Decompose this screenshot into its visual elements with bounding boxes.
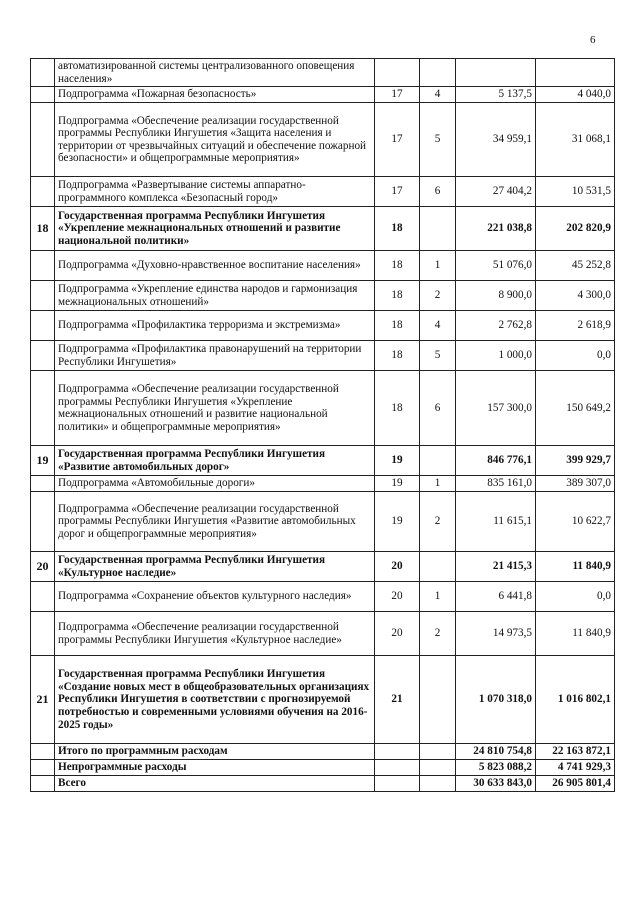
amount-planned-cell: 835 161,0 bbox=[456, 476, 536, 492]
subprogram-code-cell: 1 bbox=[420, 582, 456, 612]
program-code-cell: 18 bbox=[375, 251, 420, 281]
subprogram-row bbox=[31, 103, 615, 177]
amount-actual-cell: 31 068,1 bbox=[536, 103, 615, 177]
program-code-cell bbox=[375, 776, 420, 792]
row-number-cell: 20 bbox=[31, 552, 55, 582]
row-name-cell: Подпрограмма «Автомобильные дороги» bbox=[55, 476, 375, 492]
row-name-cell: Подпрограмма «Обеспечение реализации государственной программы Республики Ингушетия «Защита населения и территории от чрезвычайных ситуаций и обеспечение пожарной безопасности» и общепрограммные мероприятия» bbox=[55, 103, 375, 177]
row-name-cell: Непрограммные расходы bbox=[55, 760, 375, 776]
subprogram-code-cell: 2 bbox=[420, 492, 456, 552]
row-name-cell: Подпрограмма «Обеспечение реализации государственной программы Республики Ингушетия «Укрепление межнациональных отношений и развитие национальной политики» и общепрограммные мероприятия» bbox=[55, 371, 375, 446]
row-name-cell: Подпрограмма «Обеспечение реализации государственной программы Республики Ингушетия «Развитие автомобильных дорог и общепрограммные мероприятия» bbox=[55, 492, 375, 552]
amount-planned-cell: 2 762,8 bbox=[456, 311, 536, 341]
amount-actual-cell: 45 252,8 bbox=[536, 251, 615, 281]
amount-planned-cell: 21 415,3 bbox=[456, 552, 536, 582]
program-code-cell: 17 bbox=[375, 87, 420, 103]
amount-planned-cell: 27 404,2 bbox=[456, 177, 536, 207]
total-row bbox=[31, 744, 615, 760]
program-code-cell: 18 bbox=[375, 281, 420, 311]
row-number-cell bbox=[31, 87, 55, 103]
row-number-cell bbox=[31, 103, 55, 177]
subprogram-row bbox=[31, 582, 615, 612]
program-code-cell: 17 bbox=[375, 103, 420, 177]
amount-planned-cell: 8 900,0 bbox=[456, 281, 536, 311]
amount-planned-cell: 5 823 088,2 bbox=[456, 760, 536, 776]
total-row bbox=[31, 776, 615, 792]
total-row bbox=[31, 760, 615, 776]
subprogram-code-cell: 2 bbox=[420, 281, 456, 311]
amount-planned-cell: 34 959,1 bbox=[456, 103, 536, 177]
subprogram-row bbox=[31, 311, 615, 341]
program-code-cell: 18 bbox=[375, 371, 420, 446]
row-number-cell bbox=[31, 371, 55, 446]
amount-actual-cell: 150 649,2 bbox=[536, 371, 615, 446]
amount-actual-cell: 10 622,7 bbox=[536, 492, 615, 552]
row-name-cell: Подпрограмма «Обеспечение реализации государственной программы Республики Ингушетия «Культурное наследие» bbox=[55, 612, 375, 656]
program-row bbox=[31, 552, 615, 582]
row-name-cell: Государственная программа Республики Ингушетия «Укрепление межнациональных отношений и развитие национальной политики» bbox=[55, 207, 375, 251]
row-name-cell: Государственная программа Республики Ингушетия «Создание новых мест в общеобразовательных организациях Республики Ингушетия в соответствии с прогнозируемой потребностью и современными условиями обучения на 2016-2025 годы» bbox=[55, 656, 375, 744]
subprogram-row bbox=[31, 281, 615, 311]
amount-planned-cell: 30 633 843,0 bbox=[456, 776, 536, 792]
row-name-cell: Подпрограмма «Духовно-нравственное воспитание населения» bbox=[55, 251, 375, 281]
amount-planned-cell: 5 137,5 bbox=[456, 87, 536, 103]
program-code-cell: 19 bbox=[375, 446, 420, 476]
program-code-cell bbox=[375, 59, 420, 87]
subprogram-code-cell: 4 bbox=[420, 87, 456, 103]
row-number-cell: 18 bbox=[31, 207, 55, 251]
program-code-cell: 17 bbox=[375, 177, 420, 207]
program-code-cell: 20 bbox=[375, 582, 420, 612]
amount-actual-cell: 1 016 802,1 bbox=[536, 656, 615, 744]
subprogram-code-cell bbox=[420, 656, 456, 744]
amount-actual-cell: 0,0 bbox=[536, 582, 615, 612]
program-code-cell bbox=[375, 760, 420, 776]
subprogram-code-cell: 5 bbox=[420, 341, 456, 371]
row-name-cell: Подпрограмма «Профилактика терроризма и экстремизма» bbox=[55, 311, 375, 341]
subprogram-row bbox=[31, 59, 615, 87]
amount-actual-cell: 202 820,9 bbox=[536, 207, 615, 251]
row-name-cell: Подпрограмма «Профилактика правонарушений на территории Республики Ингушетия» bbox=[55, 341, 375, 371]
amount-actual-cell: 4 741 929,3 bbox=[536, 760, 615, 776]
program-code-cell: 19 bbox=[375, 492, 420, 552]
amount-planned-cell: 1 000,0 bbox=[456, 341, 536, 371]
amount-planned-cell: 221 038,8 bbox=[456, 207, 536, 251]
subprogram-code-cell: 6 bbox=[420, 371, 456, 446]
row-name-cell: Подпрограмма «Укрепление единства народов и гармонизация межнациональных отношений» bbox=[55, 281, 375, 311]
subprogram-code-cell bbox=[420, 446, 456, 476]
row-name-cell: Всего bbox=[55, 776, 375, 792]
row-number-cell bbox=[31, 59, 55, 87]
amount-planned-cell bbox=[456, 59, 536, 87]
program-code-cell: 18 bbox=[375, 311, 420, 341]
row-name-cell: Государственная программа Республики Ингушетия «Культурное наследие» bbox=[55, 552, 375, 582]
row-number-cell bbox=[31, 476, 55, 492]
subprogram-code-cell bbox=[420, 552, 456, 582]
program-code-cell: 21 bbox=[375, 656, 420, 744]
row-number-cell bbox=[31, 177, 55, 207]
amount-actual-cell: 2 618,9 bbox=[536, 311, 615, 341]
program-code-cell: 18 bbox=[375, 207, 420, 251]
page-number: 6 bbox=[590, 34, 596, 46]
row-number-cell bbox=[31, 281, 55, 311]
subprogram-code-cell bbox=[420, 760, 456, 776]
subprogram-row bbox=[31, 371, 615, 446]
amount-actual-cell: 4 040,0 bbox=[536, 87, 615, 103]
row-name-cell: Подпрограмма «Пожарная безопасность» bbox=[55, 87, 375, 103]
row-number-cell bbox=[31, 744, 55, 760]
amount-actual-cell: 399 929,7 bbox=[536, 446, 615, 476]
amount-planned-cell: 846 776,1 bbox=[456, 446, 536, 476]
program-row bbox=[31, 207, 615, 251]
row-number-cell: 19 bbox=[31, 446, 55, 476]
program-code-cell: 20 bbox=[375, 612, 420, 656]
row-number-cell bbox=[31, 341, 55, 371]
amount-actual-cell: 11 840,9 bbox=[536, 612, 615, 656]
amount-actual-cell: 0,0 bbox=[536, 341, 615, 371]
subprogram-code-cell bbox=[420, 59, 456, 87]
amount-actual-cell bbox=[536, 59, 615, 87]
amount-actual-cell: 389 307,0 bbox=[536, 476, 615, 492]
subprogram-row bbox=[31, 341, 615, 371]
subprogram-row bbox=[31, 87, 615, 103]
amount-planned-cell: 24 810 754,8 bbox=[456, 744, 536, 760]
row-name-cell: автоматизированной системы централизованного оповещения населения» bbox=[55, 59, 375, 87]
subprogram-row bbox=[31, 251, 615, 281]
amount-planned-cell: 11 615,1 bbox=[456, 492, 536, 552]
row-number-cell bbox=[31, 251, 55, 281]
program-code-cell: 18 bbox=[375, 341, 420, 371]
subprogram-code-cell: 1 bbox=[420, 251, 456, 281]
row-number-cell bbox=[31, 311, 55, 341]
budget-table bbox=[30, 58, 615, 792]
row-name-cell: Подпрограмма «Сохранение объектов культурного наследия» bbox=[55, 582, 375, 612]
amount-planned-cell: 6 441,8 bbox=[456, 582, 536, 612]
row-number-cell bbox=[31, 582, 55, 612]
subprogram-row bbox=[31, 492, 615, 552]
amount-planned-cell: 1 070 318,0 bbox=[456, 656, 536, 744]
row-number-cell bbox=[31, 776, 55, 792]
amount-actual-cell: 11 840,9 bbox=[536, 552, 615, 582]
amount-actual-cell: 4 300,0 bbox=[536, 281, 615, 311]
row-name-cell: Государственная программа Республики Ингушетия «Развитие автомобильных дорог» bbox=[55, 446, 375, 476]
subprogram-code-cell: 5 bbox=[420, 103, 456, 177]
amount-actual-cell: 22 163 872,1 bbox=[536, 744, 615, 760]
amount-actual-cell: 10 531,5 bbox=[536, 177, 615, 207]
subprogram-row bbox=[31, 177, 615, 207]
subprogram-code-cell bbox=[420, 744, 456, 760]
table-body bbox=[31, 59, 615, 792]
program-code-cell: 19 bbox=[375, 476, 420, 492]
row-number-cell bbox=[31, 760, 55, 776]
row-name-cell: Итого по программным расходам bbox=[55, 744, 375, 760]
subprogram-code-cell: 2 bbox=[420, 612, 456, 656]
row-name-cell: Подпрограмма «Развертывание системы аппаратно-программного комплекса «Безопасный город» bbox=[55, 177, 375, 207]
program-code-cell: 20 bbox=[375, 552, 420, 582]
subprogram-code-cell: 6 bbox=[420, 177, 456, 207]
subprogram-code-cell: 1 bbox=[420, 476, 456, 492]
program-row bbox=[31, 656, 615, 744]
subprogram-code-cell bbox=[420, 207, 456, 251]
program-row bbox=[31, 446, 615, 476]
row-number-cell bbox=[31, 492, 55, 552]
amount-planned-cell: 51 076,0 bbox=[456, 251, 536, 281]
row-number-cell: 21 bbox=[31, 656, 55, 744]
subprogram-code-cell bbox=[420, 776, 456, 792]
subprogram-row bbox=[31, 612, 615, 656]
amount-planned-cell: 14 973,5 bbox=[456, 612, 536, 656]
amount-actual-cell: 26 905 801,4 bbox=[536, 776, 615, 792]
subprogram-code-cell: 4 bbox=[420, 311, 456, 341]
row-number-cell bbox=[31, 612, 55, 656]
amount-planned-cell: 157 300,0 bbox=[456, 371, 536, 446]
program-code-cell bbox=[375, 744, 420, 760]
subprogram-row bbox=[31, 476, 615, 492]
